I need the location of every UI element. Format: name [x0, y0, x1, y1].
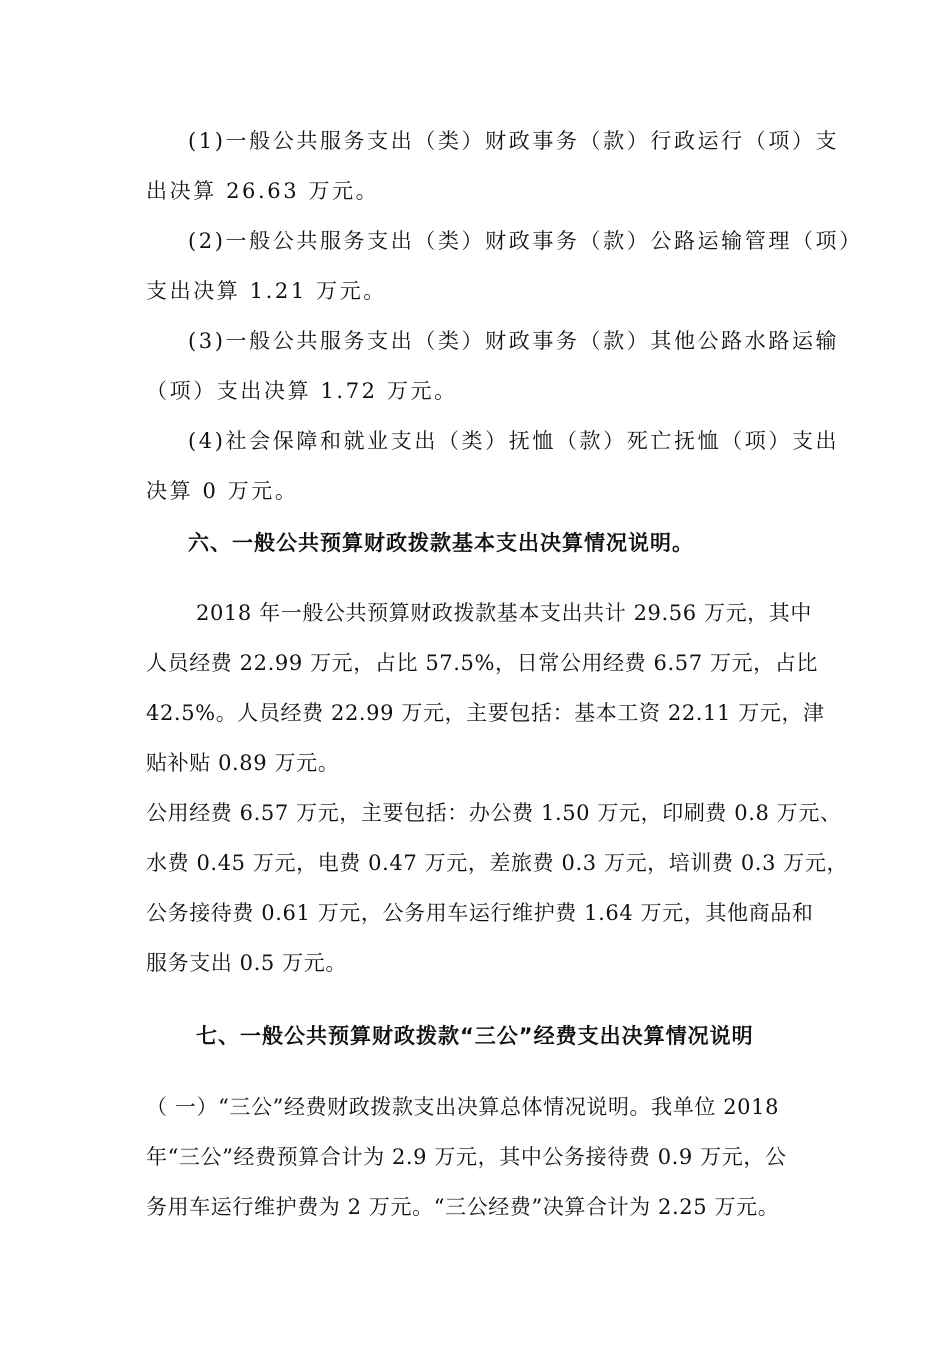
- item-2-line-1: (2)一般公共服务支出（类）财政事务（款）公路运输管理（项）: [188, 229, 863, 253]
- item-2-line-2: 支出决算 1.21 万元。: [146, 279, 387, 303]
- section-7-p1-line-1: （ 一）“三公”经费财政拨款支出决算总体情况说明。我单位 2018: [146, 1095, 780, 1119]
- section-6-p2-line-4: 服务支出 0.5 万元。: [146, 951, 347, 975]
- section-6-p2-line-2: 水费 0.45 万元，电费 0.47 万元，差旅费 0.3 万元，培训费 0.3 万元，: [146, 851, 849, 875]
- section-6-p1-line-2: 人员经费 22.99 万元，占比 57.5%，日常公用经费 6.57 万元，占比: [146, 651, 818, 675]
- item-3-line-2: （项）支出决算 1.72 万元。: [146, 379, 458, 403]
- item-3-line-1: (3)一般公共服务支出（类）财政事务（款）其他公路水路运输: [188, 329, 840, 353]
- section-6-heading: 六、一般公共预算财政拨款基本支出决算情况说明。: [188, 531, 694, 555]
- section-6-p2-line-3: 公务接待费 0.61 万元，公务用车运行维护费 1.64 万元，其他商品和: [146, 901, 814, 925]
- item-1-line-1: (1)一般公共服务支出（类）财政事务（款）行政运行（项）支: [188, 129, 840, 153]
- item-4-line-2: 决算 0 万元。: [146, 479, 299, 503]
- section-7-p1-line-2: 年“三公”经费预算合计为 2.9 万元，其中公务接待费 0.9 万元，公: [146, 1145, 787, 1169]
- item-1-line-2: 出决算 26.63 万元。: [146, 179, 380, 203]
- section-6-p1-line-4: 贴补贴 0.89 万元。: [146, 751, 340, 775]
- section-6-p1-line-1: 2018 年一般公共预算财政拨款基本支出共计 29.56 万元，其中: [196, 601, 812, 625]
- section-6-p1-line-3: 42.5%。人员经费 22.99 万元，主要包括：基本工资 22.11 万元，津: [146, 701, 825, 725]
- section-6-p2-line-1: 公用经费 6.57 万元，主要包括：办公费 1.50 万元，印刷费 0.8 万元、: [146, 801, 842, 825]
- section-7-p1-line-3: 务用车运行维护费为 2 万元。“三公经费”决算合计为 2.25 万元。: [146, 1195, 780, 1219]
- section-7-heading: 七、一般公共预算财政拨款“三公”经费支出决算情况说明: [196, 1024, 754, 1048]
- item-4-line-1: (4)社会保障和就业支出（类）抚恤（款）死亡抚恤（项）支出: [188, 429, 840, 453]
